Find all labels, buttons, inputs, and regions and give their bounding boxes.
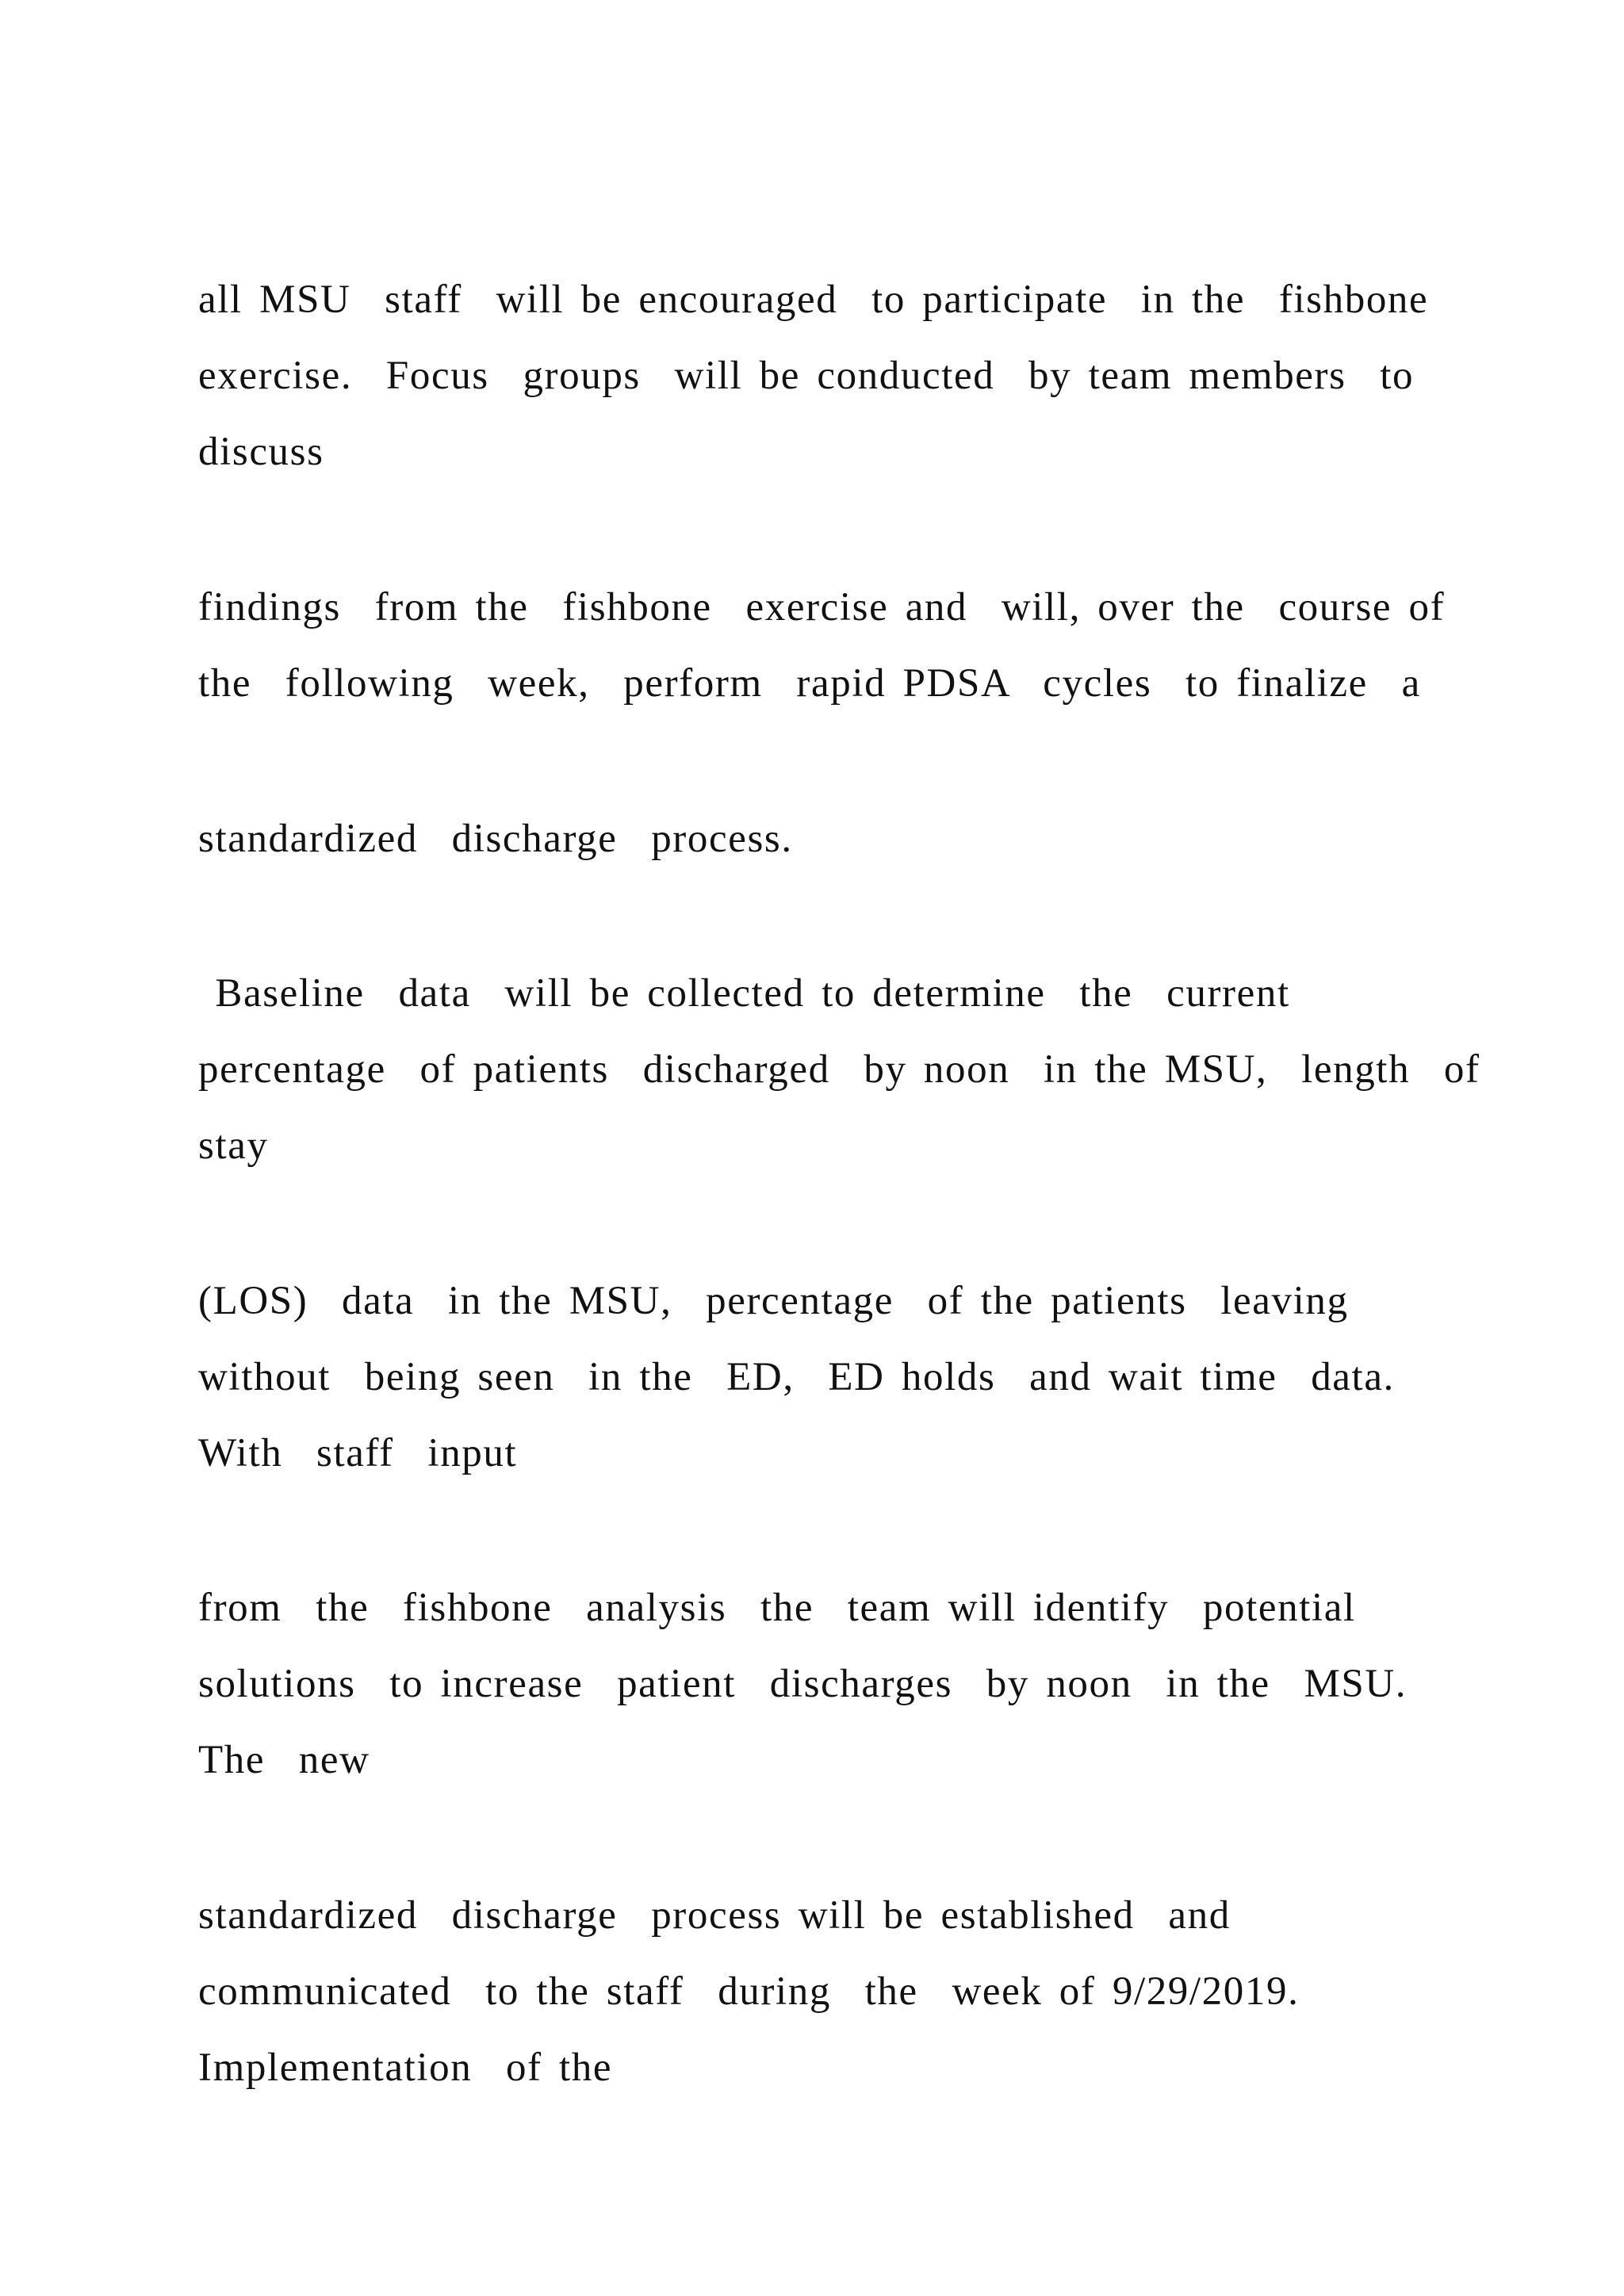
text-line: The new [198, 1738, 370, 1782]
text-line: Baseline data will be collected to determine the current [198, 971, 1290, 1016]
text-line: stay [198, 1123, 269, 1168]
text-line: standardized discharge process will be established and [198, 1893, 1231, 1938]
text-line: the following week, perform rapid PDSA cycles to finalize a [198, 661, 1421, 706]
text-line: all MSU staff will be encouraged to participate in the fishbone [198, 277, 1429, 322]
text-line: With staff input [198, 1431, 518, 1475]
text-line: without being seen in the ED, ED holds and wait time data. [198, 1355, 1395, 1399]
text-line: communicated to the staff during the week of 9/29/2019. [198, 1969, 1300, 2014]
text-line: standardized discharge process. [198, 817, 793, 861]
text-line: discuss [198, 430, 324, 474]
text-line: exercise. Focus groups will be conducted by team members to [198, 354, 1415, 398]
text-line: from the fishbone analysis the team will identify potential [198, 1586, 1356, 1630]
text-line: findings from the fishbone exercise and will, over the course of [198, 585, 1446, 629]
text-line: Implementation of the [198, 2045, 613, 2090]
text-line: percentage of patients discharged by noon in the MSU, length of [198, 1047, 1480, 1092]
text-line: (LOS) data in the MSU, percentage of the patients leaving [198, 1279, 1349, 1323]
text-line: solutions to increase patient discharges by noon in the MSU. [198, 1662, 1408, 1706]
